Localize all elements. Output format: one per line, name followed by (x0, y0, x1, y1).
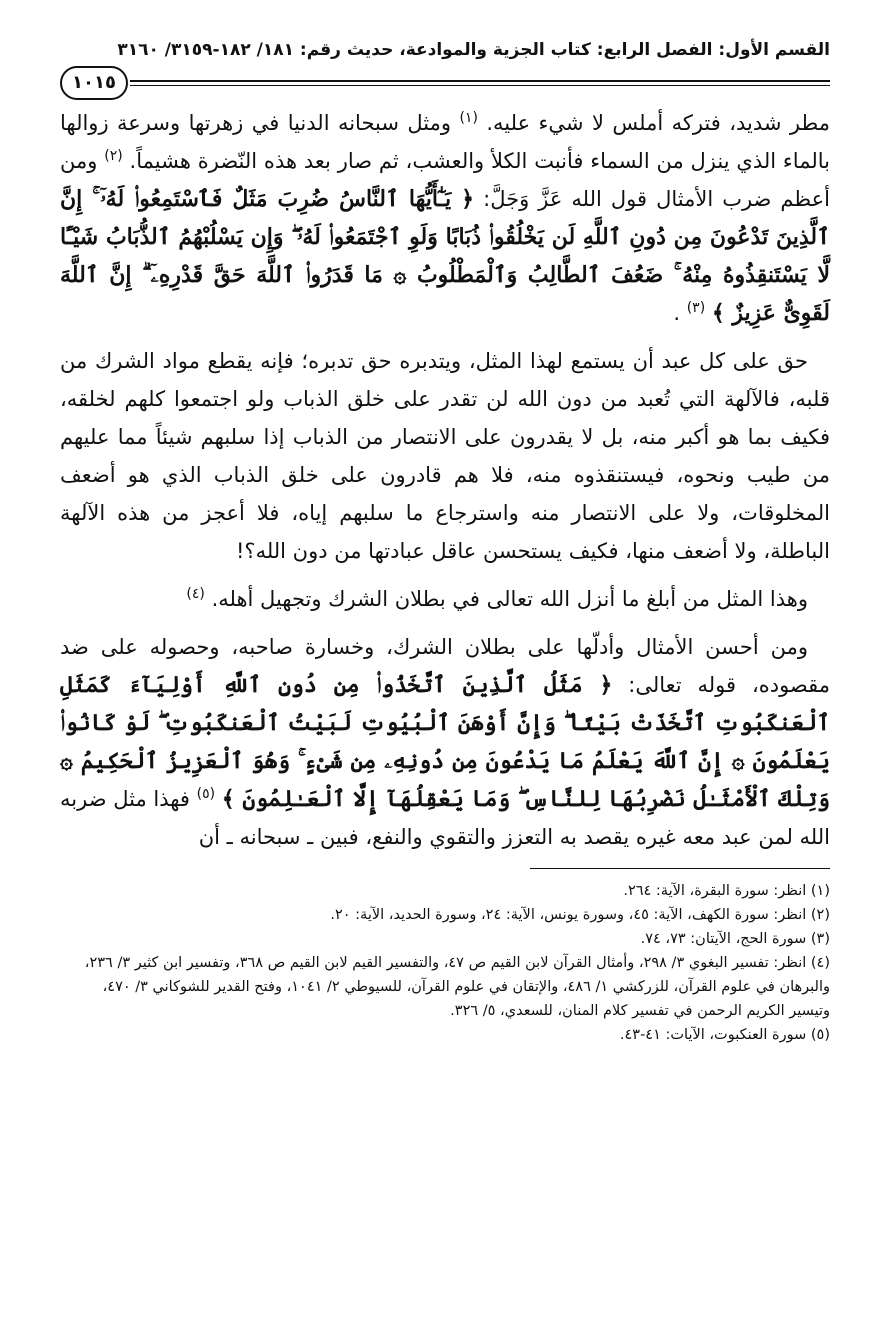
footnote-3: (٣) سورة الحج، الآيتان: ٧٣، ٧٤. (640, 931, 830, 947)
paragraph-4-text-a: ومن أحسن الأمثال وأدلّها على بطلان الشرك، وخسارة صاحبه، وحصوله على ضد مقصوده، قوله تعالى: (60, 635, 831, 697)
footnote-ref-3: (٣) (686, 300, 706, 316)
paragraph-1-end: . (673, 301, 680, 325)
footnote-1: (١) انظر: سورة البقرة، الآية: ٢٦٤. (623, 883, 830, 899)
header-rule (130, 80, 830, 86)
footnote-ref-1: (١) (459, 110, 478, 126)
paragraph-4-text-b: فهذا مثل ضربه الله لمن عبد معه غيره يقصد به التعزز والتقوي والنفع، فبين ـ سبحانه ـ أن (60, 787, 830, 849)
footnote-ref-2: (٢) (104, 148, 123, 164)
paragraph-4 (60, 628, 830, 856)
paragraph-1-text-c: ومن أعظم ضرب الأمثال قول الله عَزَّ وَجَلَّ: (60, 149, 830, 211)
paragraph-1-text-b: ومثل سبحانه الدنيا في زهرتها وسرعة زوالها بالماء الذي ينزل من السماء فأنبت الكلأ والعشب، ثم صار بعد هذه النّضرة هشيماً. (60, 111, 830, 173)
book-page (60, 38, 830, 1047)
footnote-5: (٥) سورة العنكبوت، الآيات: ٤١-٤٣. (619, 1027, 830, 1043)
footnote-ref-5: (٥) (196, 786, 216, 802)
main-text (60, 104, 830, 856)
quran-verse-ankabut: ﴿ مَثَلُ ٱلَّذِينَ ٱتَّخَذُوا۟ مِن دُونِ ٱللَّهِ أَوْلِيَآءَ كَمَثَلِ ٱلْعَنكَبُوتِ ٱتَّخَذَتْ بَيْتًا ۖ وَإِنَّ أَوْهَنَ ٱلْبُيُوتِ لَبَيْتُ ٱلْعَنكَبُوتِ ۖ لَوْ كَانُوا۟ يَعْلَمُونَ ۞ إِنَّ ٱللَّهَ يَعْلَمُ مَا يَدْعُونَ مِن دُونِهِۦ مِن شَىْءٍ ۚ وَهُوَ ٱلْعَزِيزُ ٱلْحَكِيمُ ۞ وَتِلْكَ ٱلْأَمْثَـٰلُ نَضْرِبُهَا لِلنَّاسِ ۖ وَمَا يَعْقِلُهَآ إِلَّا ٱلْعَـٰلِمُونَ ﴾ (60, 672, 830, 812)
paragraph-1-text-a: مطر شديد، فتركه أملس لا شيء عليه. (486, 111, 830, 135)
header-rule-row (60, 66, 830, 104)
footnotes (60, 879, 830, 1047)
paragraph-3 (60, 580, 830, 618)
footnote-4: (٤) انظر: تفسير البغوي ٣/ ٢٩٨، وأمثال القرآن لابن القيم ص ٤٧، والتفسير القيم لابن القيم ص ٣٦٨، وتفسير ابن كثير ٣/ ٢٣٦، والبرهان في علوم القرآن، للزركشي ١/ ٤٨٦، والإتقان في علوم القرآن، للسيوطي ٢/ ١٠٤١، وفتح القدير للشوكاني ٣/ ٤٧٠، وتيسير الكريم الرحمن في تفسير كلام المنان، للسعدي، ٥/ ٣٢٦. (84, 955, 830, 1019)
quran-verse-hajj: ﴿ يَـٰٓأَيُّهَا ٱلنَّاسُ ضُرِبَ مَثَلٌ فَٱسْتَمِعُوا۟ لَهُۥٓ ۚ إِنَّ ٱلَّذِينَ تَدْعُونَ مِن دُونِ ٱللَّهِ لَن يَخْلُقُوا۟ ذُبَابًا وَلَوِ ٱجْتَمَعُوا۟ لَهُۥ ۖ وَإِن يَسْلُبْهُمُ ٱلذُّبَابُ شَيْـًٔا لَّا يَسْتَنقِذُوهُ مِنْهُ ۚ ضَعُفَ ٱلطَّالِبُ وَٱلْمَطْلُوبُ ۞ مَا قَدَرُوا۟ ٱللَّهَ حَقَّ قَدْرِهِۦٓ ۗ إِنَّ ٱللَّهَ لَقَوِىٌّ عَزِيزٌ ﴾ (60, 186, 830, 326)
page-number: ١٠١٥ (60, 66, 128, 100)
footnote-2: (٢) انظر: سورة الكهف، الآية: ٤٥، وسورة يونس، الآية: ٢٤، وسورة الحديد، الآية: ٢٠. (330, 907, 830, 923)
paragraph-2: حق على كل عبد أن يستمع لهذا المثل، ويتدبره حق تدبره؛ فإنه يقطع مواد الشرك من قلبه، فالآلهة التي تُعبد من دون الله لن تقدر على خلق الذباب ولو اجتمعوا كلهم لخلقه، فكيف بما هو أكبر منه، بل لا يقدرون على الانتصار من الذباب إذا سلبهم شيئاً مما عليهم من طيب ونحوه، فيستنقذوه منه، فلا هم قادرون على خلق الذباب الذي هو أضعف المخلوقات، ولا على الانتصار منه واسترجاع ما سلبهم إياه، فلا أعجز من هذه الآلهة الباطلة، ولا أضعف منها، فكيف يستحسن عاقل عبادتها من دون الله؟! (60, 349, 830, 563)
footnote-separator (530, 868, 830, 869)
paragraph-1 (60, 104, 830, 332)
running-header: القسم الأول: الفصل الرابع: كتاب الجزية والموادعة، حديث رقم: ١٨١/ ١٨٢-٣١٥٩/ ٣١٦٠ (117, 40, 830, 60)
footnote-ref-4: (٤) (186, 586, 205, 602)
paragraph-3-text: وهذا المثل من أبلغ ما أنزل الله تعالى في بطلان الشرك وتجهيل أهله. (211, 587, 808, 611)
